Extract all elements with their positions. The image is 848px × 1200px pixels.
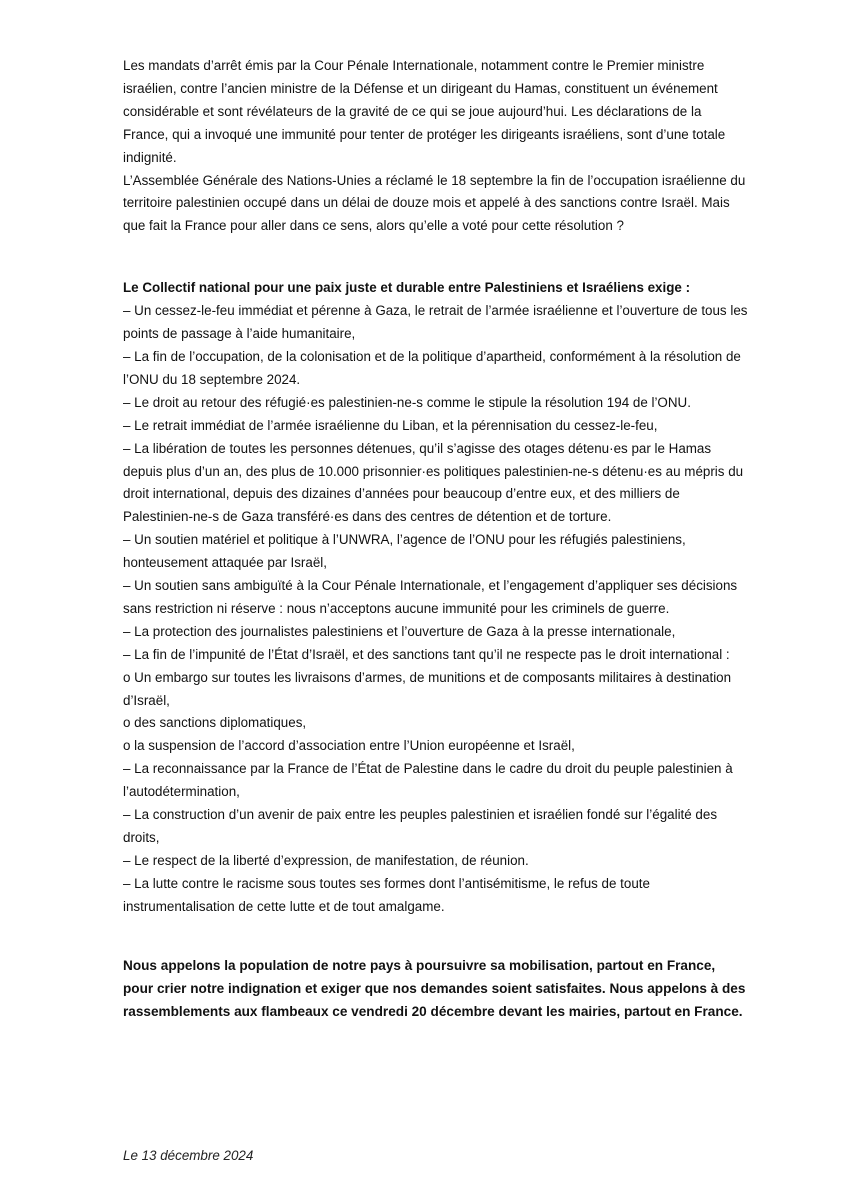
document-body (123, 55, 748, 1024)
demand-subitem: o la suspension de l’accord d’association entre l’Union européenne et Israël, (123, 738, 575, 754)
demand-item: – Un cessez-le-feu immédiat et pérenne à Gaza, le retrait de l’armée israélienne et l’ouverture de tous les points de passage à l’aide humanitaire, (123, 303, 748, 342)
demand-item: – Le droit au retour des réfugié·es palestinien-ne-s comme le stipule la résolution 194 de l’ONU. (123, 394, 691, 410)
demand-item: – Le retrait immédiat de l’armée israélienne du Liban, et la pérennisation du cessez-le-feu, (123, 417, 658, 433)
demand-subitem: o Un embargo sur toutes les livraisons d’armes, de munitions et de composants militaires à destination d’Israël, (123, 669, 732, 708)
demands-list (123, 300, 748, 918)
demand-subitem: o des sanctions diplomatiques, (123, 715, 307, 731)
demand-item: – Un soutien matériel et politique à l’UNWRA, l’agence de l’ONU pour les réfugiés palestiniens, honteusement attaquée par Israël, (123, 532, 686, 571)
demands-heading: Le Collectif national pour une paix juste et durable entre Palestiniens et Israéliens exige : (123, 280, 691, 296)
document-date: Le 13 décembre 2024 (123, 1148, 254, 1163)
demand-item: – Le respect de la liberté d’expression, de manifestation, de réunion. (123, 852, 529, 868)
demand-item: – La fin de l’impunité de l’État d’Israël, et des sanctions tant qu’il ne respecte pas le droit international : (123, 646, 730, 662)
intro-paragraph-icc: Les mandats d’arrêt émis par la Cour Pénale Internationale, notamment contre le Premier ministre israélien, contre l’ancien ministre de la Défense et un dirigeant du Hamas, constituent un événement considérable et sont révélateurs de la gravité de ce qui se joue aujourd’hui. Les déclarations de la France, qui a invoqué une immunité pour tenter de protéger les dirigeants israéliens, sont d’une totale indignité. (123, 58, 726, 165)
mobilisation-appeal: Nous appelons la population de notre pays à poursuivre sa mobilisation, partout en France, pour crier notre indignation et exiger que nos demandes soient satisfaites. Nous appelons à des rassemblements aux flambeaux ce vendredi 20 décembre devant les mairies, partout en France. (123, 957, 746, 1020)
demand-item: – La construction d’un avenir de paix entre les peuples palestinien et israélien fondé sur l’égalité des droits, (123, 807, 718, 845)
demand-item: – La lutte contre le racisme sous toutes ses formes dont l’antisémitisme, le refus de toute instrumentalisation de cette lutte et de tout amalgame. (123, 875, 650, 914)
demand-item: – La protection des journalistes palestiniens et l’ouverture de Gaza à la presse internationale, (123, 623, 676, 639)
demand-item: – La fin de l’occupation, de la colonisation et de la politique d’apartheid, conformément à la résolution de l’ONU du 18 septembre 2024. (123, 348, 741, 387)
demand-item: – La libération de toutes les personnes détenues, qu’il s’agisse des otages détenu·es par le Hamas depuis plus d’un an, des plus de 10.000 prisonnier·es politiques palestinien-ne-s détenu·es au mépris du droit international, depuis des dizaines d’années pour beaucoup d’entre eux, et des milliers de Palestinien-ne-s de Gaza transféré·es dans des centres de détention et de torture. (123, 440, 744, 525)
intro-paragraph-un: L’Assemblée Générale des Nations-Unies a réclamé le 18 septembre la fin de l’occupation israélienne du territoire palestinien occupé dans un délai de douze mois et appelé à des sanctions contre Israël. Mais que fait la France pour aller dans ce sens, alors qu’elle a voté pour cette résolution ? (123, 172, 746, 234)
demand-item: – Un soutien sans ambiguïté à la Cour Pénale Internationale, et l’engagement d’appliquer ses décisions sans restriction ni réserve : nous n’acceptons aucune immunité pour les criminels de guerre. (123, 578, 738, 616)
demand-item: – La reconnaissance par la France de l’État de Palestine dans le cadre du droit du peuple palestinien à l’autodétermination, (123, 761, 733, 800)
